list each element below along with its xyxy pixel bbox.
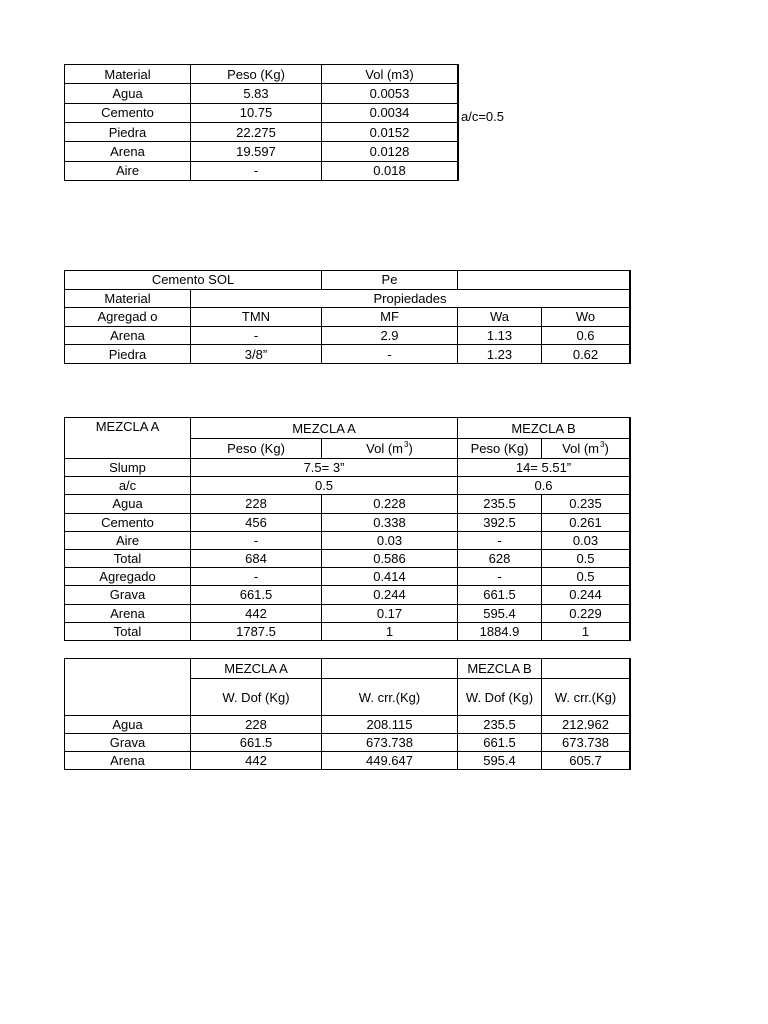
cell: 1 — [542, 623, 629, 640]
header-wo: Wo — [542, 308, 629, 326]
group-mezcla-a: MEZCLA A — [191, 418, 457, 438]
empty-header — [542, 659, 629, 678]
header-tmn: TMN — [191, 308, 321, 326]
cell: 0.03 — [542, 532, 629, 549]
cell: 684 — [191, 550, 321, 567]
cell: 442 — [191, 752, 321, 769]
cell: Piedra — [65, 345, 190, 363]
cell: - — [458, 568, 541, 585]
cell: 0.244 — [542, 586, 629, 603]
cell: 595.4 — [458, 605, 541, 622]
slump-label: Slump — [65, 459, 190, 476]
cell: 228 — [191, 495, 321, 512]
cell: 0.5 — [542, 568, 629, 585]
cell: 0.0128 — [322, 142, 457, 160]
cell: 0.62 — [542, 345, 629, 363]
cell: 10.75 — [191, 104, 321, 122]
cell: Piedra — [65, 123, 190, 141]
cell: 0.338 — [322, 514, 457, 531]
cell: 0.5 — [542, 550, 629, 567]
header-material: Material — [65, 65, 190, 83]
cell: 228 — [191, 716, 321, 733]
cell: 0.6 — [542, 327, 629, 345]
empty-corner — [65, 659, 190, 715]
cell: Arena — [65, 327, 190, 345]
slump-a: 7.5= 3” — [191, 459, 457, 476]
ac-ratio-note: a/c=0.5 — [461, 109, 505, 124]
ac-b: 0.6 — [458, 477, 629, 494]
cell: - — [322, 345, 457, 363]
header-peso-b: Peso (Kg) — [458, 439, 541, 458]
cell: Agregado — [65, 568, 190, 585]
cell: 0.0034 — [322, 104, 457, 122]
cell: 0.03 — [322, 532, 457, 549]
mix-design-table — [64, 417, 631, 641]
cell: 1.23 — [458, 345, 541, 363]
material-label: Material — [65, 290, 190, 308]
cell: Aire — [65, 532, 190, 549]
header-vol-a: Vol (m $^3$ ) — [322, 439, 457, 458]
cell: 1884.9 — [458, 623, 541, 640]
cell: 673.738 — [322, 734, 457, 751]
moisture-correction-table — [64, 658, 631, 770]
cell: 2.9 — [322, 327, 457, 345]
cell: Arena — [65, 142, 190, 160]
cell: 208.115 — [322, 716, 457, 733]
ac-a: 0.5 — [191, 477, 457, 494]
cell: 595.4 — [458, 752, 541, 769]
cell: 0.261 — [542, 514, 629, 531]
header-mf: MF — [322, 308, 457, 326]
cell: - — [191, 162, 321, 180]
cell: 442 — [191, 605, 321, 622]
aggregate-properties-table — [64, 270, 631, 364]
header-wcrr-a: W. crr.(Kg) — [322, 679, 457, 715]
cement-title: Cemento SOL — [65, 271, 321, 289]
cell: 1 — [322, 623, 457, 640]
group-mezcla-a: MEZCLA A — [191, 659, 321, 678]
cell: 3/8” — [191, 345, 321, 363]
cell: Arena — [65, 605, 190, 622]
cell: 19.597 — [191, 142, 321, 160]
cell: 661.5 — [191, 734, 321, 751]
propiedades-label: Propiedades — [191, 290, 629, 308]
cell: - — [191, 327, 321, 345]
cell: 456 — [191, 514, 321, 531]
cell: 0.17 — [322, 605, 457, 622]
cell: Arena — [65, 752, 190, 769]
cell: 1.13 — [458, 327, 541, 345]
header-wdof-b: W. Dof (Kg) — [458, 679, 541, 715]
cell: - — [458, 532, 541, 549]
cell: 212.962 — [542, 716, 629, 733]
cell: 661.5 — [458, 734, 541, 751]
header-vol: Vol (m3) — [322, 65, 457, 83]
empty-header — [322, 659, 457, 678]
cell: Agua — [65, 84, 190, 102]
header-agregado: Agregad o — [65, 308, 190, 326]
slump-b: 14= 5.51” — [458, 459, 629, 476]
cell: Aire — [65, 162, 190, 180]
cell: 628 — [458, 550, 541, 567]
cell: 661.5 — [458, 586, 541, 603]
empty-cell — [458, 271, 629, 289]
pe-label: Pe — [322, 271, 457, 289]
cell: 673.738 — [542, 734, 629, 751]
cell: Cemento — [65, 104, 190, 122]
cell: Agua — [65, 495, 190, 512]
header-peso: Peso (Kg) — [191, 65, 321, 83]
cell: Grava — [65, 586, 190, 603]
ac-label: a/c — [65, 477, 190, 494]
cell: 22.275 — [191, 123, 321, 141]
cell: 235.5 — [458, 495, 541, 512]
header-vol-b: Vol (m $^3$ ) — [542, 439, 629, 458]
cell: 0.235 — [542, 495, 629, 512]
cell: - — [191, 568, 321, 585]
header-wcrr-b: W. crr.(Kg) — [542, 679, 629, 715]
cell: 1787.5 — [191, 623, 321, 640]
group-mezcla-b: MEZCLA B — [458, 418, 629, 438]
cell: Agua — [65, 716, 190, 733]
header-wdof-a: W. Dof (Kg) — [191, 679, 321, 715]
materials-table — [64, 64, 459, 181]
cell: Total — [65, 550, 190, 567]
cell: 392.5 — [458, 514, 541, 531]
corner-label: MEZCLA A — [65, 418, 190, 458]
header-wa: Wa — [458, 308, 541, 326]
cell: 0.0152 — [322, 123, 457, 141]
cell: - — [191, 532, 321, 549]
cell: 0.0053 — [322, 84, 457, 102]
cell: Cemento — [65, 514, 190, 531]
cell: 0.244 — [322, 586, 457, 603]
header-peso-a: Peso (Kg) — [191, 439, 321, 458]
cell: 661.5 — [191, 586, 321, 603]
cell: 0.586 — [322, 550, 457, 567]
cell: 0.018 — [322, 162, 457, 180]
group-mezcla-b: MEZCLA B — [458, 659, 541, 678]
cell: 0.414 — [322, 568, 457, 585]
cell: 605.7 — [542, 752, 629, 769]
cell: Total — [65, 623, 190, 640]
cell: 5.83 — [191, 84, 321, 102]
cell: 449.647 — [322, 752, 457, 769]
cell: 235.5 — [458, 716, 541, 733]
cell: 0.228 — [322, 495, 457, 512]
cell: Grava — [65, 734, 190, 751]
cell: 0.229 — [542, 605, 629, 622]
